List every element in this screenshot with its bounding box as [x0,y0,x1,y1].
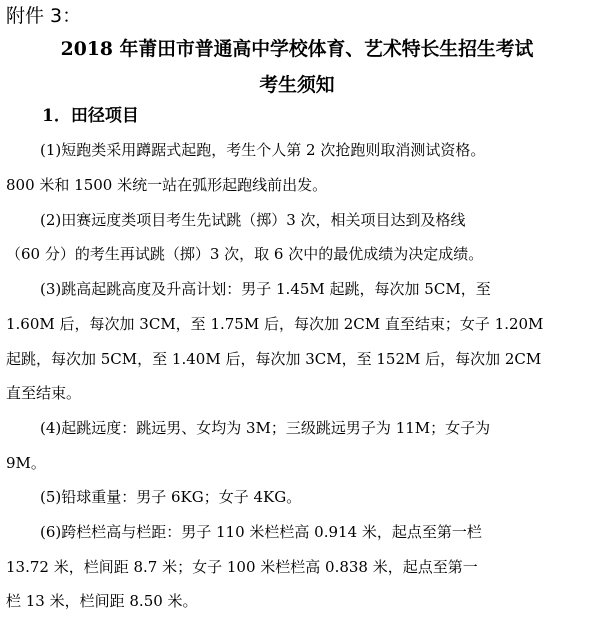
paragraph-3-line-4: 直至结束。 [6,384,82,402]
document-title-line-2: 考生须知 [259,74,335,96]
paragraph-6-line-1: (6)跨栏栏高与栏距：男子 110 米栏栏高 0.914 米，起点至第一栏 [40,523,482,541]
document-title-line-1: 2018 年莆田市普通高中学校体育、艺术特长生招生考试 [60,38,534,60]
paragraph-3-line-2: 1.60M 后，每次加 3CM，至 1.75M 后，每次加 2CM 直至结束；女子 1.20M [6,315,544,333]
paragraph-4-line-1: (4)起跳远度：跳远男、女均为 3M；三级跳远男子为 11M；女子为 [40,419,491,437]
attachment-label: 附件 3： [6,5,82,27]
paragraph-6-line-2: 13.72 米，栏间距 8.7 米；女子 100 米栏栏高 0.838 米，起点至第一 [6,558,478,576]
paragraph-3-line-3: 起跳，每次加 5CM，至 1.40M 后，每次加 3CM，至 152M 后，每次加 2CM [6,350,542,368]
section-heading: 1．田径项目 [42,106,139,126]
paragraph-1-line-2: 800 米和 1500 米统一站在弧形起跑线前出发。 [6,176,328,194]
paragraph-2-line-2: （60 分）的考生再试跳（掷）3 次，取 6 次中的最优成绩为决定成绩。 [6,245,484,263]
paragraph-2-line-1: (2)田赛远度类项目考生先试跳（掷）3 次，相关项目达到及格线 [40,211,466,229]
paragraph-1-line-1: (1)短跑类采用蹲踞式起跑，考生个人第 2 次抢跑则取消测试资格。 [40,141,486,159]
paragraph-4-line-2: 9M。 [6,454,46,472]
paragraph-3-line-1: (3)跳高起跳高度及升高计划：男子 1.45M 起跳，每次加 5CM，至 [40,280,491,298]
paragraph-5-line-1: (5)铅球重量：男子 6KG；女子 4KG。 [40,488,302,506]
paragraph-6-line-3: 栏 13 米，栏间距 8.50 米。 [6,592,198,610]
